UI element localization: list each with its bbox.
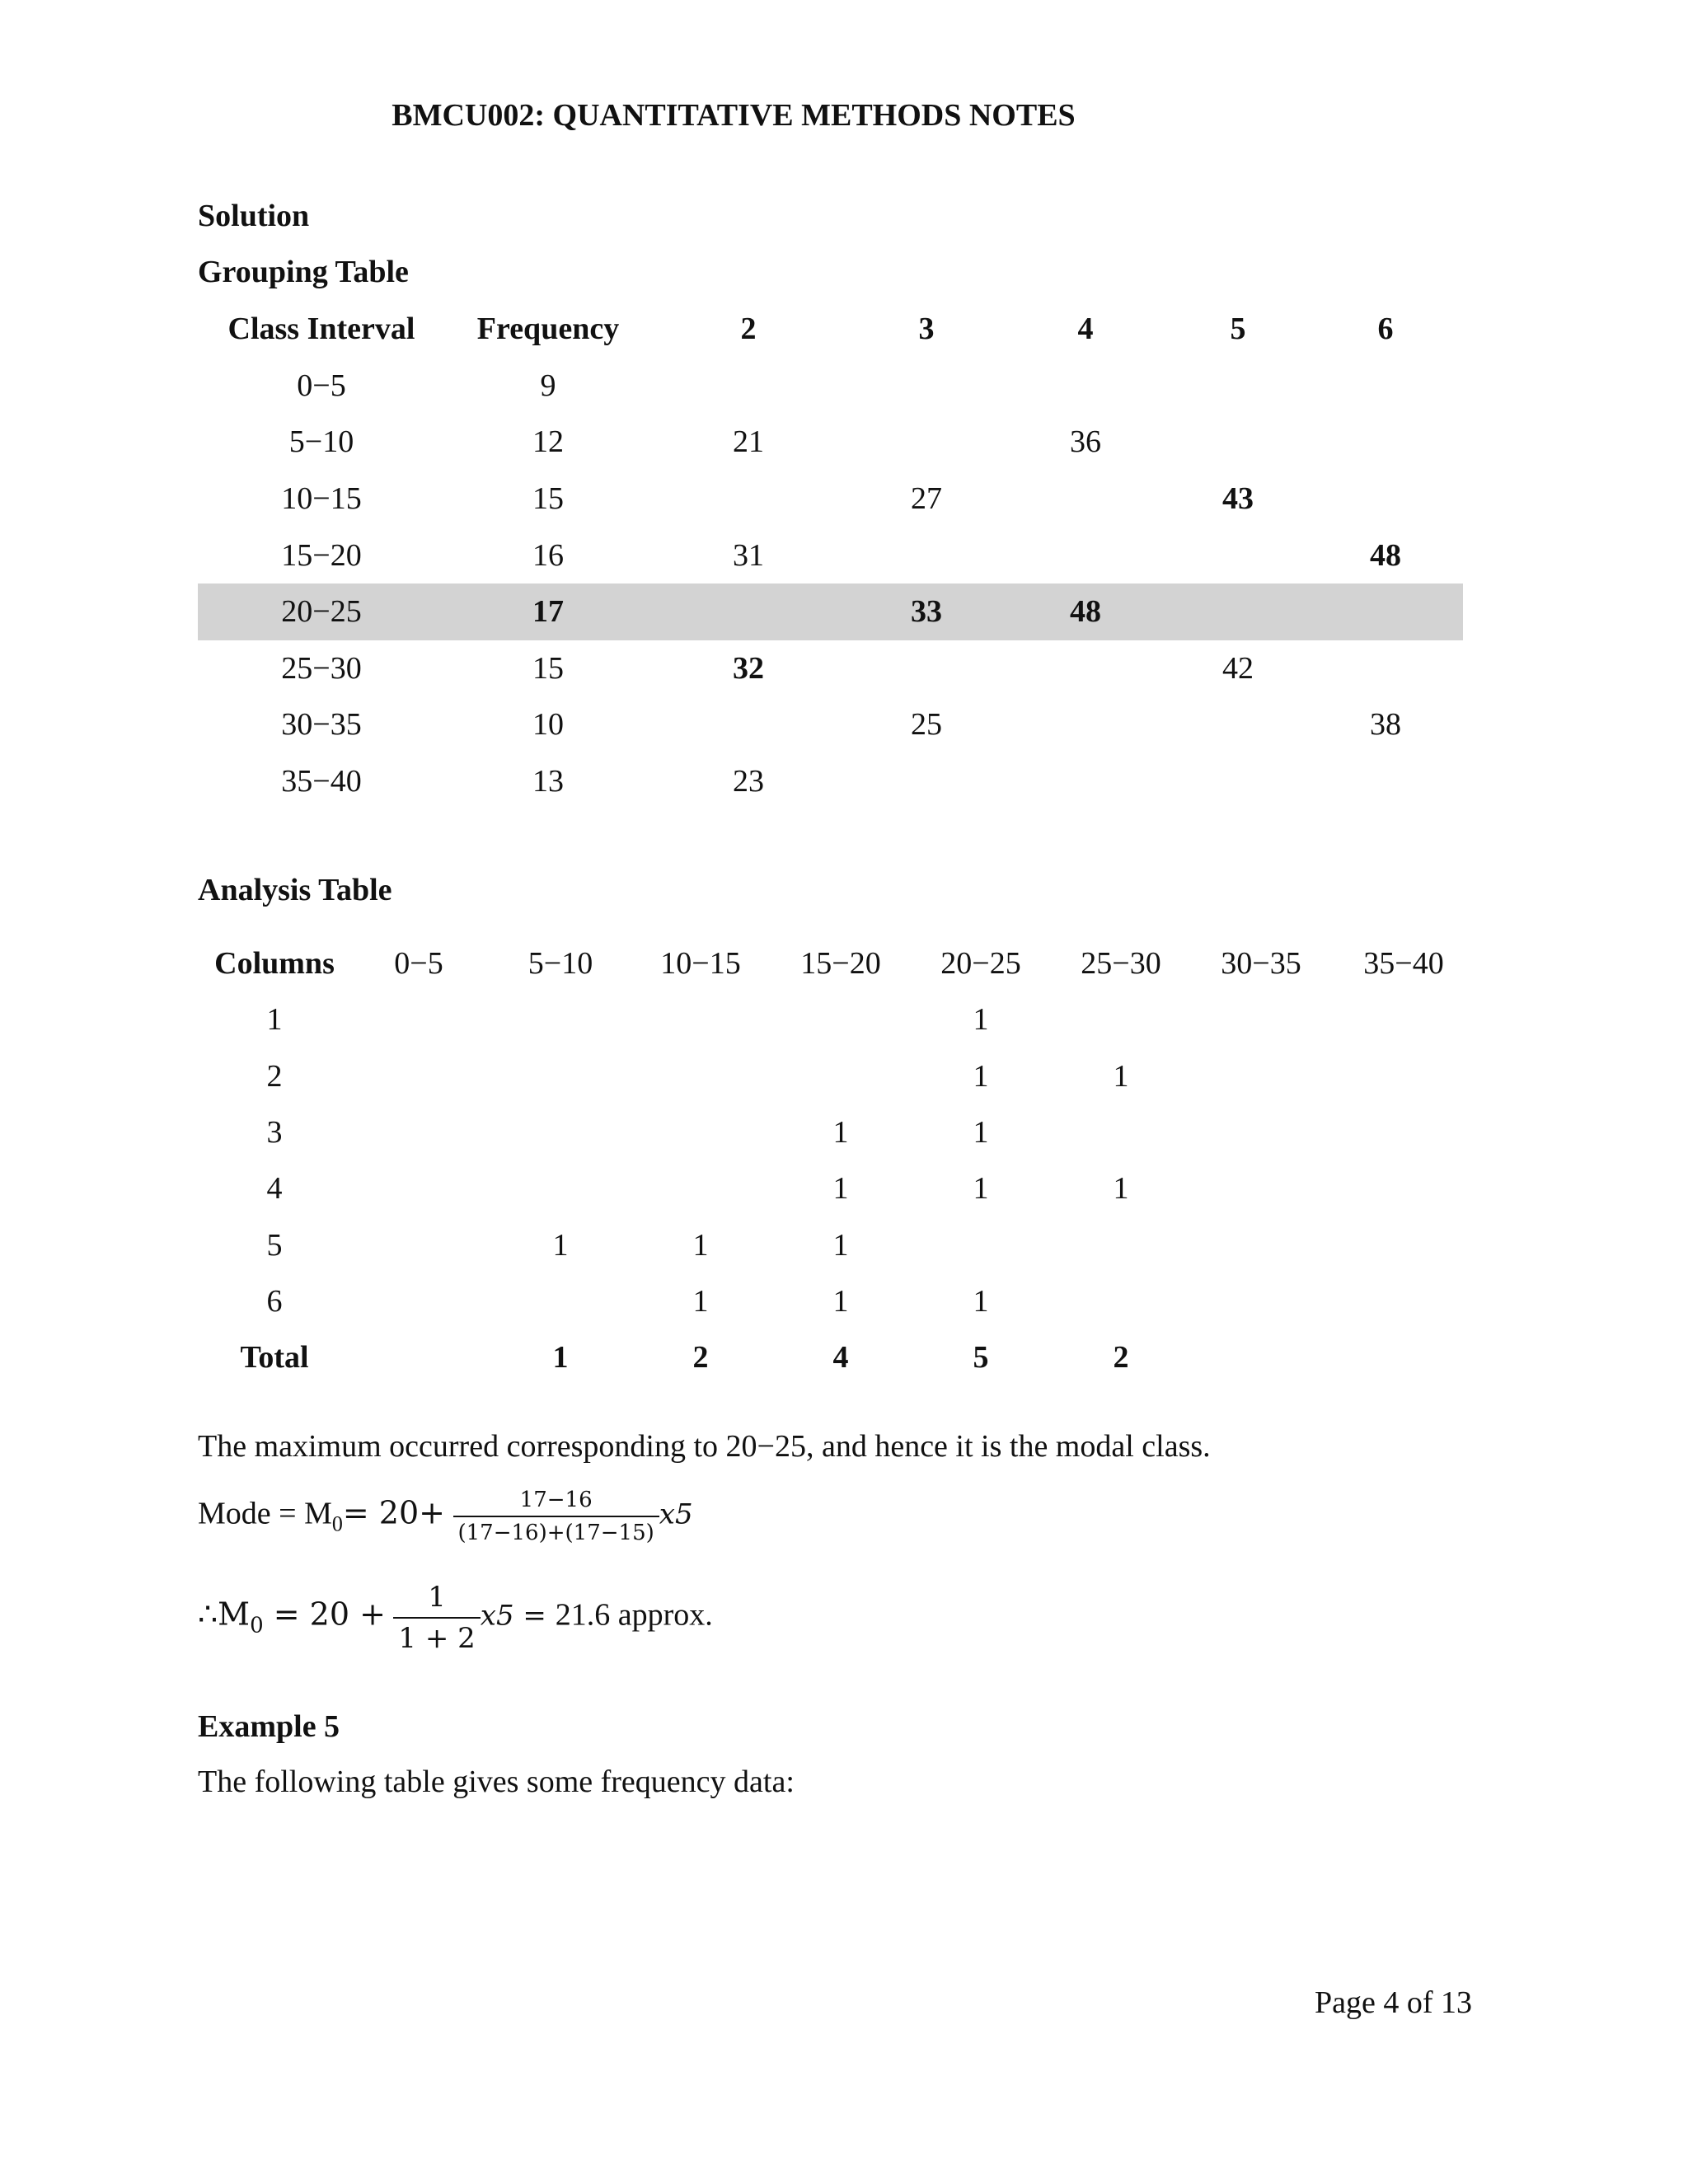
grouping-cell: 48 <box>1070 594 1101 630</box>
analysis-cell: 1 <box>552 1227 569 1263</box>
grouping-cell: 15−20 <box>281 537 362 573</box>
analysis-header-cell: 30−35 <box>1221 946 1301 982</box>
result-multiplier: x5 = <box>480 1599 556 1633</box>
analysis-cell: 1 <box>1113 1058 1129 1094</box>
formula-subscript: 0 <box>331 1511 343 1536</box>
grouping-row <box>198 414 1463 471</box>
grouping-cell: 13 <box>532 764 564 799</box>
analysis-cell: 2 <box>1113 1340 1129 1376</box>
analysis-cell: 2 <box>692 1340 709 1376</box>
grouping-cell: 12 <box>532 424 564 460</box>
grouping-cell: 10−15 <box>281 481 362 517</box>
grouping-cell: 36 <box>1070 424 1101 460</box>
grouping-cell: 0−5 <box>297 368 346 403</box>
analysis-header-cell: 15−20 <box>800 946 881 982</box>
grouping-cell: 33 <box>911 594 942 630</box>
formula-multiplier: x5 <box>659 1497 693 1531</box>
example-5-heading: Example 5 <box>198 1709 340 1744</box>
grouping-cell: 43 <box>1222 481 1254 517</box>
analysis-row <box>198 1216 1463 1272</box>
analysis-total-row <box>198 1329 1463 1385</box>
grouping-header-cell: Class Interval <box>227 312 415 347</box>
page-header: BMCU002: QUANTITATIVE METHODS NOTES <box>392 98 1076 133</box>
grouping-cell: 35−40 <box>281 764 362 799</box>
analysis-cell: 1 <box>692 1283 709 1319</box>
analysis-cell: 2 <box>266 1058 283 1094</box>
grouping-cell: 30−35 <box>281 707 362 743</box>
solution-heading: Solution <box>198 199 310 233</box>
grouping-header-cell: 5 <box>1230 312 1246 347</box>
analysis-cell: 1 <box>973 1283 989 1319</box>
analysis-row <box>198 1273 1463 1329</box>
grouping-cell: 31 <box>733 537 764 573</box>
grouping-header-row <box>198 301 1463 358</box>
fraction-denominator: (17−16)+(17−15) <box>453 1516 659 1545</box>
analysis-header-cell: Columns <box>214 946 335 982</box>
grouping-row <box>198 696 1463 753</box>
result-fraction <box>393 1581 480 1655</box>
analysis-cell: 5 <box>266 1227 283 1263</box>
analysis-header-cell: 10−15 <box>660 946 741 982</box>
grouping-cell: 42 <box>1222 650 1254 686</box>
result-numerator: 1 <box>428 1581 446 1614</box>
analysis-cell: 1 <box>832 1283 849 1319</box>
analysis-cell: 1 <box>973 1115 989 1151</box>
grouping-cell: 23 <box>733 764 764 799</box>
grouping-cell: 15 <box>532 481 564 517</box>
grouping-cell: 5−10 <box>288 424 354 460</box>
grouping-table-heading: Grouping Table <box>198 255 409 289</box>
result-value: 21.6 approx. <box>555 1597 713 1633</box>
grouping-cell: 15 <box>532 650 564 686</box>
analysis-cell: 1 <box>832 1171 849 1207</box>
result-equals: = 20 + <box>263 1596 386 1633</box>
analysis-cell: 1 <box>832 1115 849 1151</box>
analysis-cell: 1 <box>692 1227 709 1263</box>
grouping-cell: 9 <box>540 368 556 403</box>
mode-fraction <box>453 1488 659 1545</box>
grouping-cell: 25 <box>911 707 942 743</box>
mode-result-formula <box>198 1581 713 1655</box>
mode-formula <box>198 1488 693 1545</box>
grouping-row-highlighted <box>198 583 1463 640</box>
analysis-row <box>198 1104 1463 1160</box>
grouping-cell: 17 <box>532 594 564 630</box>
analysis-header-cell: 25−30 <box>1081 946 1161 982</box>
grouping-cell: 20−25 <box>281 594 362 630</box>
grouping-header-cell: 2 <box>740 312 757 347</box>
result-denominator: 1 + 2 <box>393 1617 480 1655</box>
grouping-row <box>198 471 1463 527</box>
modal-class-sentence: The maximum occurred corresponding to 20−25, and hence it is the modal class. <box>198 1429 1211 1464</box>
analysis-header-cell: 5−10 <box>528 946 593 982</box>
grouping-cell: 25−30 <box>281 650 362 686</box>
page-number: Page 4 of 13 <box>1314 1985 1472 2020</box>
grouping-cell: 38 <box>1370 707 1401 743</box>
analysis-cell: 1 <box>973 1058 989 1094</box>
analysis-cell: 4 <box>832 1340 849 1376</box>
grouping-row <box>198 753 1463 810</box>
analysis-row <box>198 991 1463 1047</box>
result-subscript: 0 <box>250 1613 264 1638</box>
grouping-cell: 16 <box>532 537 564 573</box>
analysis-table <box>198 935 1463 1385</box>
analysis-header-row <box>198 935 1463 991</box>
analysis-cell: 6 <box>266 1283 283 1319</box>
grouping-cell: 32 <box>733 650 764 686</box>
grouping-header-cell: 3 <box>918 312 935 347</box>
analysis-cell: 1 <box>973 1002 989 1038</box>
grouping-row <box>198 358 1463 415</box>
analysis-header-cell: 20−25 <box>940 946 1021 982</box>
grouping-row <box>198 640 1463 697</box>
analysis-cell: 1 <box>1113 1171 1129 1207</box>
analysis-row <box>198 1160 1463 1216</box>
analysis-cell: 5 <box>973 1340 989 1376</box>
formula-equals: = 20+ <box>342 1494 445 1531</box>
grouping-table <box>198 301 1463 809</box>
analysis-row <box>198 1048 1463 1104</box>
grouping-cell: 21 <box>733 424 764 460</box>
grouping-cell: 48 <box>1370 537 1401 573</box>
analysis-cell: 1 <box>552 1340 569 1376</box>
analysis-cell: 3 <box>266 1115 283 1151</box>
therefore-m: ∴M <box>198 1596 251 1633</box>
analysis-cell: 4 <box>266 1171 283 1207</box>
analysis-cell: 1 <box>973 1171 989 1207</box>
grouping-header-cell: 4 <box>1077 312 1094 347</box>
analysis-header-cell: 0−5 <box>394 946 443 982</box>
example-5-text: The following table gives some frequency data: <box>198 1765 795 1799</box>
analysis-cell: 1 <box>266 1002 283 1038</box>
grouping-cell: 10 <box>532 707 564 743</box>
grouping-row <box>198 527 1463 583</box>
analysis-cell: Total <box>240 1340 309 1376</box>
analysis-table-heading: Analysis Table <box>198 873 392 907</box>
formula-lhs: Mode = M <box>198 1496 332 1531</box>
analysis-header-cell: 35−40 <box>1363 946 1444 982</box>
analysis-cell: 1 <box>832 1227 849 1263</box>
grouping-cell: 27 <box>911 481 942 517</box>
grouping-header-cell: 6 <box>1377 312 1394 347</box>
fraction-numerator: 17−16 <box>519 1488 593 1512</box>
grouping-header-cell: Frequency <box>476 312 620 347</box>
